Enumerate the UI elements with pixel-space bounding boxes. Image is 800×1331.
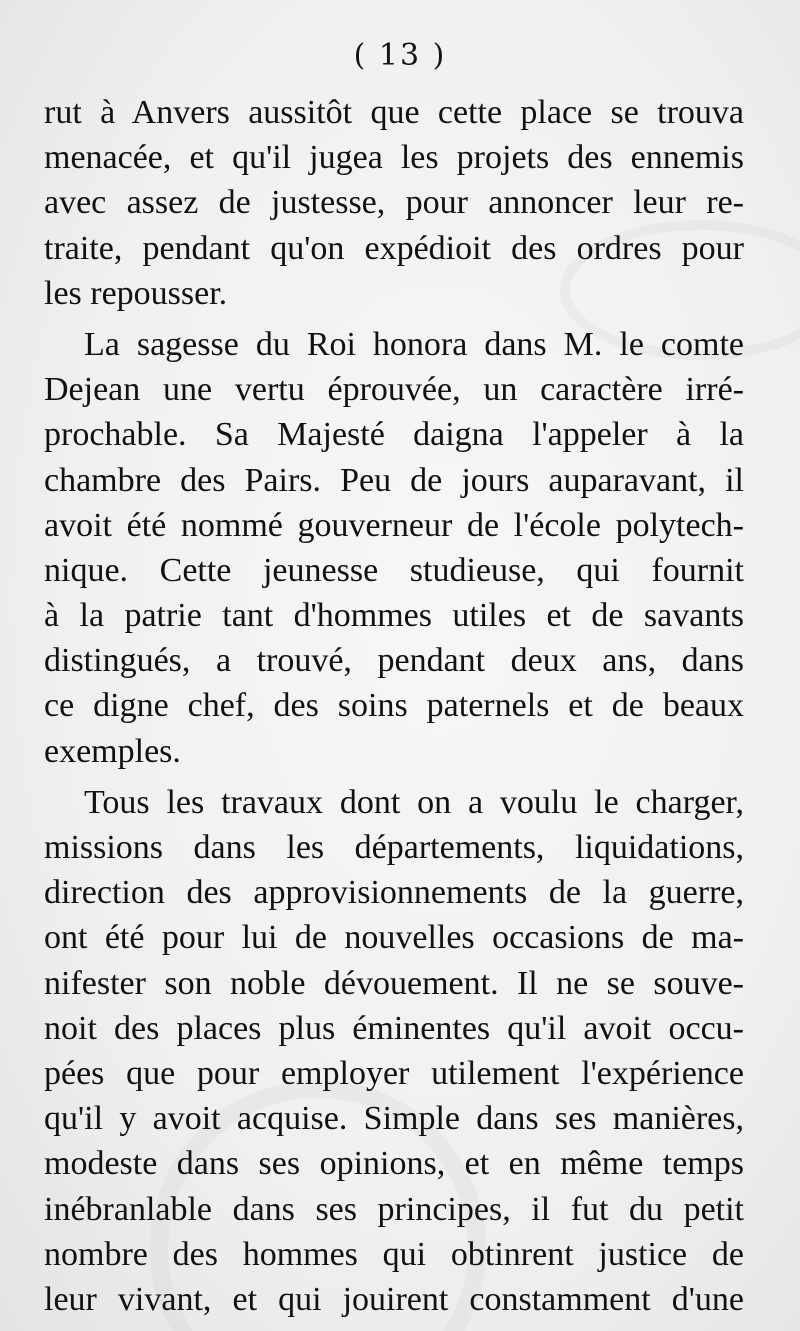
text-line: chambre des Pairs. Peu de jours auparavant, il bbox=[44, 461, 744, 499]
text-line: inébranlable dans ses principes, il fut du petit bbox=[44, 1190, 744, 1228]
paragraph bbox=[44, 322, 744, 774]
text-line: La sagesse du Roi honora dans M. le comte bbox=[84, 325, 744, 363]
text-line: noit des places plus éminentes qu'il avoit occu- bbox=[44, 1009, 744, 1047]
text-line: menacée, et qu'il jugea les projets des ennemis bbox=[44, 139, 744, 177]
text-line: missions dans les départements, liquidations, bbox=[44, 829, 744, 866]
text-line: nique. Cette jeunesse studieuse, qui fournit bbox=[44, 551, 744, 589]
text-line: leur vivant, et qui jouirent constamment d'une bbox=[44, 1280, 744, 1318]
text-line: ce digne chef, des soins paternels et de beaux bbox=[44, 687, 744, 725]
text-line: prochable. Sa Majesté daigna l'appeler à la bbox=[44, 416, 744, 454]
text-line: avec assez de justesse, pour annoncer leur re- bbox=[44, 184, 744, 222]
text-line: les repousser. bbox=[44, 274, 228, 312]
text-line: qu'il y avoit acquise. Simple dans ses manières, bbox=[44, 1100, 744, 1138]
text-line: Dejean une vertu éprouvée, un caractère irré- bbox=[44, 371, 744, 409]
paragraph bbox=[44, 90, 744, 316]
text-line: traite, pendant qu'on expédioit des ordres pour bbox=[44, 229, 744, 267]
text-line: Tous les travaux dont on a voulu le charger, bbox=[84, 783, 744, 821]
page-number: ( 13 ) bbox=[353, 38, 447, 73]
body-text bbox=[44, 90, 744, 1322]
text-line: pées que pour employer utilement l'expérience bbox=[44, 1054, 744, 1092]
text-line: avoit été nommé gouverneur de l'école polytech- bbox=[44, 506, 744, 544]
text-line: exemples. bbox=[44, 732, 181, 770]
text-line: rut à Anvers aussitôt que cette place se trouva bbox=[44, 94, 744, 131]
text-line: direction des approvisionnements de la guerre, bbox=[44, 874, 744, 912]
text-line: ont été pour lui de nouvelles occasions de ma- bbox=[44, 919, 744, 957]
text-line: distingués, a trouvé, pendant deux ans, dans bbox=[44, 642, 744, 680]
text-line: à la patrie tant d'hommes utiles et de savants bbox=[44, 597, 744, 635]
text-line: nifester son noble dévouement. Il ne se souve- bbox=[44, 964, 744, 1002]
text-line: modeste dans ses opinions, et en même temps bbox=[44, 1145, 744, 1183]
paragraph bbox=[44, 780, 744, 1322]
text-line: nombre des hommes qui obtinrent justice de bbox=[44, 1235, 744, 1273]
